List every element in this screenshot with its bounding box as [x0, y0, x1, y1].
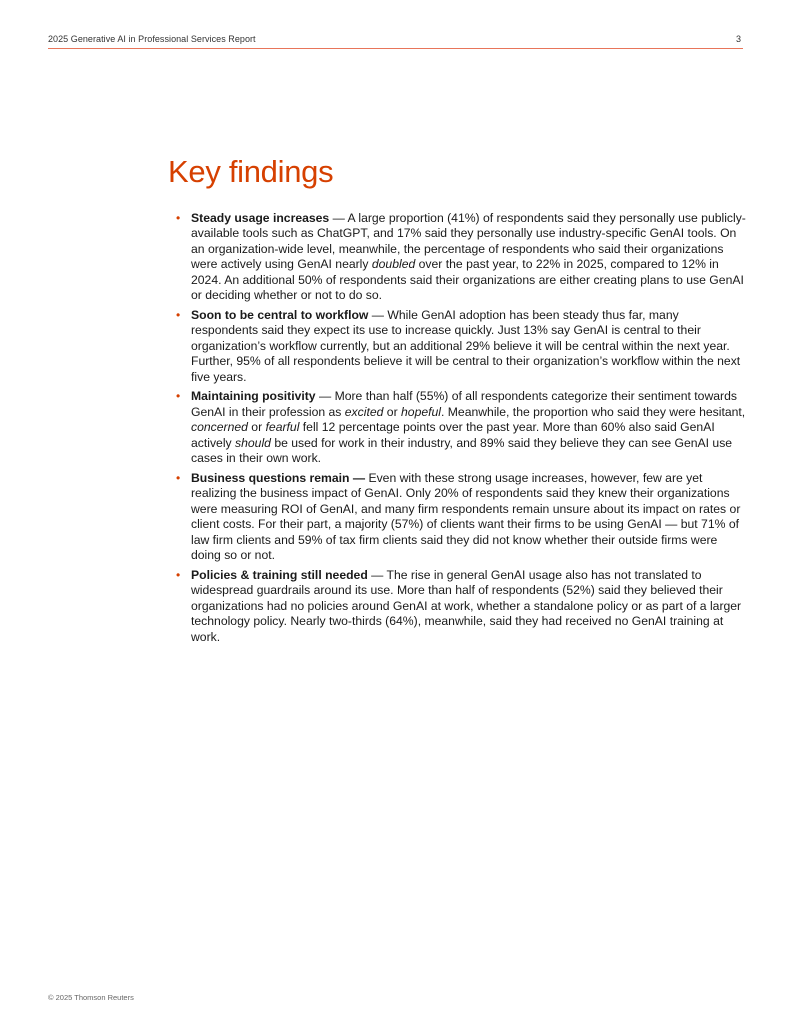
finding-policies-training: • Policies & training still needed — The rise in general GenAI usage also has not translated to widespread guardrails around its use. More than half of respondents (52%) said they believed their organizations had no policies around GenAI at work, whether a standalone policy or as part of a larger technology policy. Nearly two-thirds (64%), meanwhile, said they had received no GenAI training at work.	[176, 567, 742, 644]
finding-positivity: • Maintaining positivity — More than half (55%) of all respondents categorize their sentiment towards GenAI in their profession as excited or hopeful. Meanwhile, the proportion who said they were hesitant, concerned or fearful fell 12 percentage points over the past year. More than 60% also said GenAI actively should be used for work in their industry, and 89% said they believe they can see GenAI use cases in their own work.	[176, 389, 746, 466]
finding-central-workflow: • Soon to be central to workflow — While GenAI adoption has been steady thus far, many respondents said they expect its use to increase quickly. Just 13% say GenAI is central to their organization’s workflow currently, but an additional 29% believe it will be central within the next year. Further, 95% of all respondents believe it will be central to their organization’s workflow within the next five years.	[176, 307, 741, 384]
bullet-icon: •	[176, 471, 181, 485]
page-header	[48, 33, 743, 49]
page-number: 3	[735, 34, 741, 44]
bullet-icon: •	[176, 307, 181, 322]
finding-title: Maintaining positivity	[191, 389, 316, 404]
section-heading: Key findings	[168, 154, 334, 189]
key-findings-list	[176, 211, 746, 649]
finding-title: Business questions remain —	[191, 471, 366, 485]
copyright-footer: © 2025 Thomson Reuters	[48, 993, 134, 1002]
finding-business-questions: • Business questions remain — Even with these strong usage increases, however, few are yet realizing the business impact of GenAI. Only 20% of respondents said they knew their organizations were measuring ROI of GenAI, and many firm respondents remain unsure about its impact on rates or client costs. For their part, a majority (57%) of clients want their firms to be using GenAI — but 71% of law firm clients and 59% of tax firm clients said they did not know whether their outside firms were doing so or not.	[176, 471, 741, 563]
bullet-icon: •	[176, 567, 181, 582]
report-title: 2025 Generative AI in Professional Services Report	[48, 34, 256, 44]
finding-title: Policies & training still needed	[191, 567, 368, 582]
finding-title: Steady usage increases	[191, 211, 330, 225]
bullet-icon: •	[176, 211, 181, 225]
finding-steady-usage: • Steady usage increases — A large proportion (41%) of respondents said they personally use publicly-available tools such as ChatGPT, and 17% said they personally use industry-specific GenAI tools. On an organization-wide level, meanwhile, the percentage of respondents who said their organizations were actively using GenAI nearly doubled over the past year, to 22% in 2025, compared to 12% in 2024. An additional 50% of respondents said their organizations are either creating plans to use GenAI or deciding whether or not to do so.	[176, 211, 746, 303]
bullet-icon: •	[176, 389, 181, 404]
finding-title: Soon to be central to workflow	[191, 307, 369, 322]
